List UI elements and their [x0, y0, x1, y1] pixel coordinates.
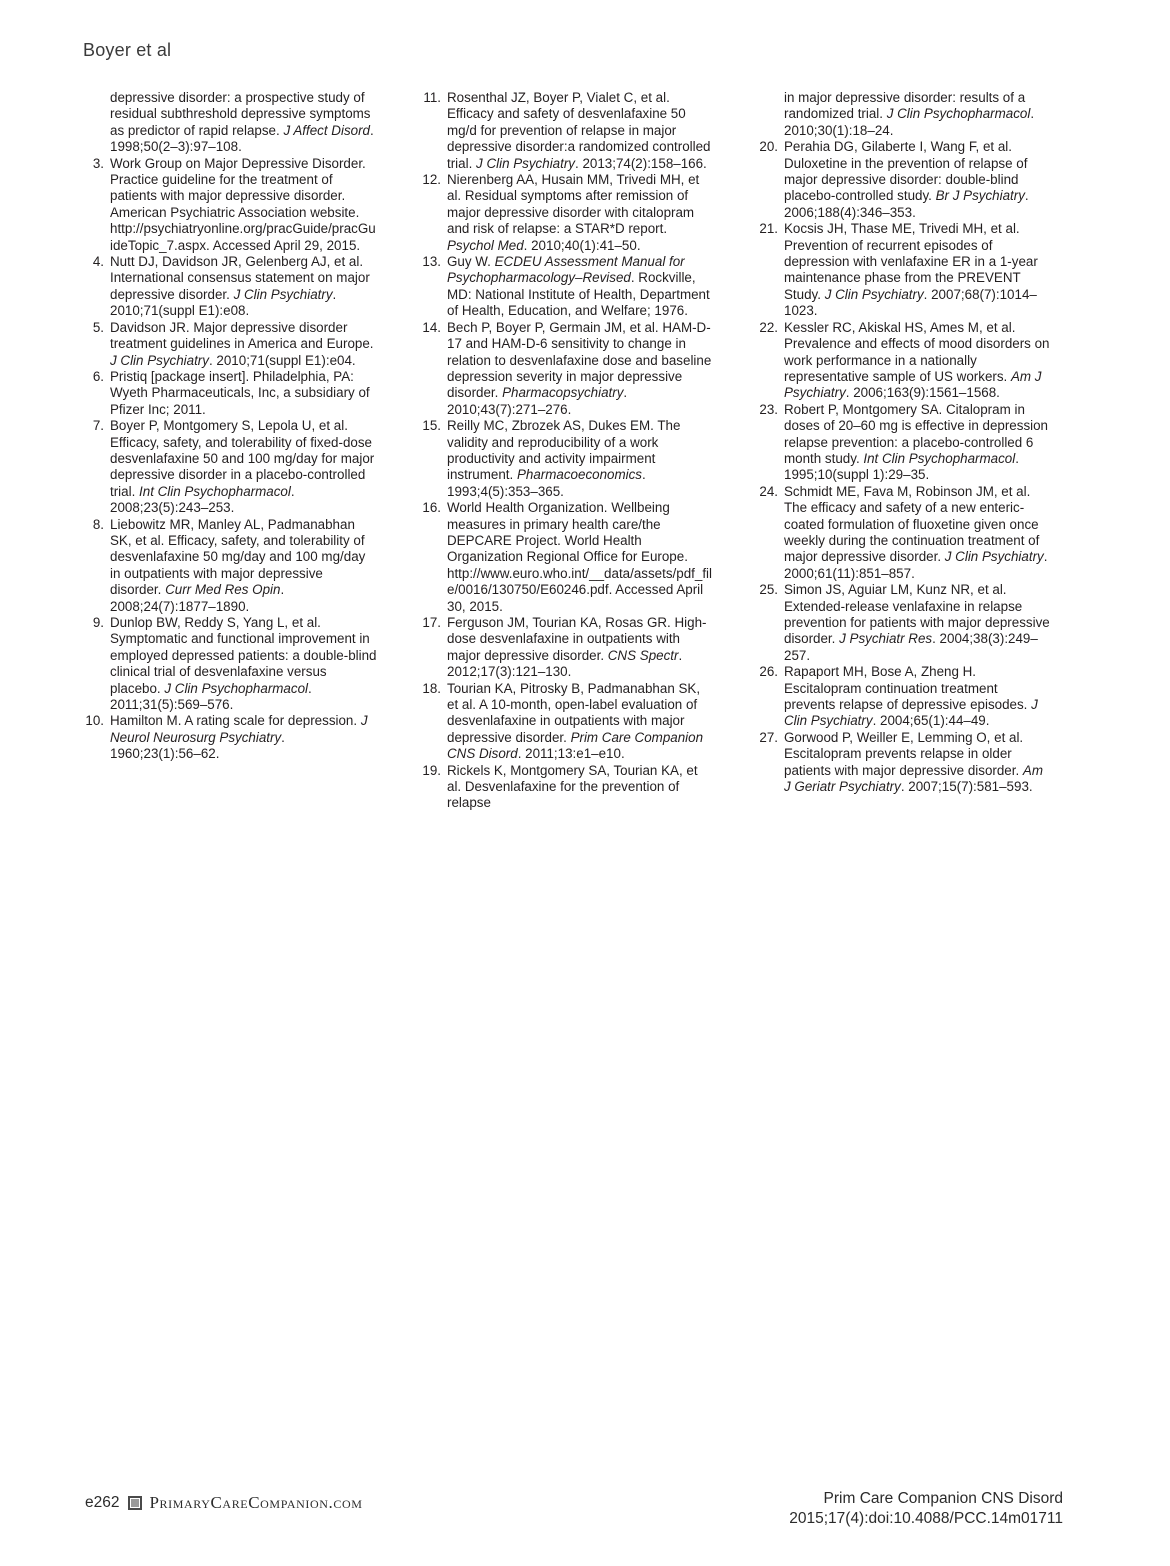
- reference-text: Rosenthal JZ, Boyer P, Vialet C, et al. Efficacy and safety of desvenlafaxine 50 mg/d for prevention of relapse in major depressive disorder:a randomized controlled trial. J Clin Psychiatry. 2013;74(2):158–166.: [447, 90, 711, 171]
- reference-number: 9.: [92, 615, 104, 630]
- reference-number: 14.: [422, 319, 441, 335]
- reference-item: [422, 615, 714, 681]
- reference-text: Liebowitz MR, Manley AL, Padmanabhan SK, et al. Efficacy, safety, and tolerability of desvenlafaxine 50 mg/day and 100 mg/day in outpatients with major depressive disorder. Curr Med Res Opin. 2008;24(7):1877–1890.: [110, 516, 366, 614]
- reference-item: [759, 139, 1051, 221]
- reference-number: 21.: [759, 221, 778, 237]
- reference-text: Robert P, Montgomery SA. Citalopram in doses of 20–60 mg is effective in depression relapse prevention: a placebo-controlled 6 month study. Int Clin Psychopharmacol. 1995;10(suppl 1):29–35.: [784, 401, 1049, 483]
- reference-text: Rapaport MH, Bose A, Zheng H. Escitalopram continuation treatment prevents relapse of depressive episodes. J Clin Psychiatry. 2004;65(1):44–49.: [784, 664, 1038, 729]
- reference-number: 12.: [422, 172, 441, 188]
- reference-number: 24.: [759, 483, 778, 499]
- reference-number: 10.: [85, 713, 104, 729]
- reference-item: [85, 254, 377, 320]
- reference-item: [422, 320, 714, 418]
- reference-number: 7.: [92, 418, 104, 434]
- reference-continuation: [85, 90, 377, 156]
- reference-item: [759, 221, 1051, 319]
- reference-column: [759, 90, 1051, 812]
- reference-number: 13.: [422, 254, 441, 270]
- reference-item: [759, 582, 1051, 664]
- reference-text: Bech P, Boyer P, Germain JM, et al. HAM-D-17 and HAM-D-6 sensitivity to change in relation to desvenlafaxine dose and baseline depression severity in major depressive disorder. Pharmacopsychiatry. 2010;43(7):271–276.: [447, 319, 712, 417]
- reference-continuation: [759, 90, 1051, 139]
- reference-item: [85, 517, 377, 615]
- reference-text: Simon JS, Aguiar LM, Kunz NR, et al. Extended-release venlafaxine in relapse prevention for patients with major depressive disorder. J Psychiatr Res. 2004;38(3):249–257.: [784, 582, 1050, 663]
- reference-text: Guy W. ECDEU Assessment Manual for Psychopharmacology–Revised. Rockville, MD: National Institute of Health, Department of Health, Education, and Welfare; 1976.: [447, 254, 710, 319]
- reference-number: 25.: [759, 582, 778, 598]
- reference-text: Kessler RC, Akiskal HS, Ames M, et al. Prevalence and effects of mood disorders on work performance in a nationally representative sample of US workers. Am J Psychiatry. 2006;163(9):1561–1568.: [784, 319, 1050, 401]
- reference-item: [85, 418, 377, 516]
- reference-number: 20.: [759, 139, 778, 155]
- reference-text: World Health Organization. Wellbeing measures in primary health care/the DEPCARE Project. World Health Organization Regional Office for Europe. http://www.euro.who.int/__data/assets/pdf_file/0016/130750/E60246.pdf. Accessed April 30, 2015.: [447, 500, 712, 614]
- journal-website: PrimaryCareCompanion.com: [149, 1493, 363, 1512]
- reference-item: [759, 320, 1051, 402]
- reference-text: Work Group on Major Depressive Disorder. Practice guideline for the treatment of patients with major depressive disorder. American Psychiatric Association website. http://psychiatryonline.org/pracGuide/pracGuideTopic_7.aspx. Accessed April 29, 2015.: [110, 155, 376, 253]
- reference-text: Nutt DJ, Davidson JR, Gelenberg AJ, et al. International consensus statement on major depressive disorder. J Clin Psychiatry. 2010;71(suppl E1):e08.: [110, 254, 370, 319]
- reference-number: 26.: [759, 664, 778, 680]
- reference-item: [85, 615, 377, 713]
- reference-number: 4.: [92, 254, 104, 270]
- reference-item: [85, 320, 377, 369]
- reference-number: 8.: [92, 516, 104, 532]
- running-head: Boyer et al: [83, 40, 172, 60]
- reference-item: [85, 369, 377, 418]
- reference-text: Pristiq [package insert]. Philadelphia, PA: Wyeth Pharmaceuticals, Inc, a subsidiary of Pfizer Inc; 2011.: [110, 368, 370, 417]
- reference-number: 27.: [759, 729, 778, 745]
- reference-number: 19.: [422, 762, 441, 778]
- reference-number: 5.: [92, 319, 104, 335]
- reference-item: [759, 730, 1051, 796]
- reference-text: in major depressive disorder: results of a randomized trial. J Clin Psychopharmacol. 2010;30(1):18–24.: [784, 90, 1035, 138]
- reference-number: 22.: [759, 319, 778, 335]
- reference-number: 15.: [422, 418, 441, 434]
- reference-number: 3.: [92, 155, 104, 171]
- reference-item: [422, 418, 714, 500]
- reference-number: 17.: [422, 615, 441, 630]
- reference-text: Boyer P, Montgomery S, Lepola U, et al. Efficacy, safety, and tolerability of fixed-dose desvenlafaxine 50 and 100 mg/day for major depressive disorder in a placebo-controlled trial. Int Clin Psychopharmacol. 2008;23(5):243–253.: [110, 418, 375, 516]
- reference-item: [422, 763, 714, 812]
- journal-citation-line2: 2015;17(4):doi:10.4088/PCC.14m01711: [789, 1510, 1063, 1527]
- reference-text: Dunlop BW, Reddy S, Yang L, et al. Symptomatic and functional improvement in employed depressed patients: a double-blind clinical trial of desvenlafaxine versus placebo. J Clin Psychopharmacol. 2011;31(5):569–576.: [110, 615, 377, 713]
- journal-citation-line1: Prim Care Companion CNS Disord: [823, 1490, 1063, 1507]
- page-number: e262: [85, 1494, 120, 1511]
- reference-number: 16.: [422, 500, 441, 516]
- reference-column: [85, 90, 377, 812]
- reference-number: 23.: [759, 401, 778, 417]
- references-section: [85, 90, 1051, 812]
- reference-text: Hamilton M. A rating scale for depression. J Neurol Neurosurg Psychiatry. 1960;23(1):56–62.: [110, 713, 368, 762]
- reference-text: Tourian KA, Pitrosky B, Padmanabhan SK, et al. A 10-month, open-label evaluation of desvenlafaxine in outpatients with major depressive disorder. Prim Care Companion CNS Disord. 2011;13:e1–e10.: [447, 680, 704, 762]
- reference-item: [422, 172, 714, 254]
- reference-text: Nierenberg AA, Husain MM, Trivedi MH, et al. Residual symptoms after remission of major depressive disorder with citalopram and risk of relapse: a STAR*D report. Psychol Med. 2010;40(1):41–50.: [447, 172, 700, 253]
- reference-number: 18.: [422, 680, 441, 696]
- reference-text: Gorwood P, Weiller E, Lemming O, et al. Escitalopram prevents relapse in older patients with major depressive disorder. Am J Geriatr Psychiatry. 2007;15(7):581–593.: [784, 729, 1044, 795]
- reference-number: 6.: [92, 368, 104, 384]
- reference-text: Kocsis JH, Thase ME, Trivedi MH, et al. Prevention of recurrent episodes of depression with venlafaxine ER in a 1-year maintenance phase from the PREVENT Study. J Clin Psychiatry. 2007;68(7):1014–1023.: [784, 221, 1038, 319]
- reference-item: [759, 402, 1051, 484]
- reference-text: Davidson JR. Major depressive disorder treatment guidelines in America and Europe. J Clin Psychiatry. 2010;71(suppl E1):e04.: [110, 319, 374, 368]
- reference-number: 11.: [423, 90, 441, 105]
- reference-text: Ferguson JM, Tourian KA, Rosas GR. High-dose desvenlafaxine in outpatients with major depressive disorder. CNS Spectr. 2012;17(3):121–130.: [447, 615, 707, 680]
- footer-citation: [789, 1489, 1063, 1529]
- reference-item: [759, 664, 1051, 730]
- reference-item: [759, 484, 1051, 582]
- reference-item: [422, 254, 714, 320]
- footer-left: [85, 1493, 363, 1513]
- reference-text: Reilly MC, Zbrozek AS, Dukes EM. The validity and reproducibility of a work productivity and activity impairment instrument. Pharmacoeconomics. 1993;4(5):353–365.: [447, 418, 681, 499]
- reference-column: [422, 90, 714, 812]
- reference-item: [85, 713, 377, 762]
- reference-item: [422, 500, 714, 615]
- reference-item: [85, 156, 377, 254]
- reference-item: [422, 90, 714, 172]
- reference-item: [422, 681, 714, 763]
- reference-text: Schmidt ME, Fava M, Robinson JM, et al. The efficacy and safety of a new enteric-coated formulation of fluoxetine given once weekly during the continuation treatment of major depressive disorder. J Clin Psychiatry. 2000;61(11):851–857.: [784, 483, 1048, 581]
- reference-text: Perahia DG, Gilaberte I, Wang F, et al. Duloxetine in the prevention of relapse of major depressive disorder: double-blind placebo-controlled study. Br J Psychiatry. 2006;188(4):346–353.: [784, 139, 1029, 220]
- reference-text: Rickels K, Montgomery SA, Tourian KA, et al. Desvenlafaxine for the prevention of relapse: [447, 762, 698, 811]
- reference-text: depressive disorder: a prospective study of residual subthreshold depressive symptoms as predictor of rapid relapse. J Affect Disord. 1998;50(2–3):97–108.: [110, 90, 374, 155]
- nested-square-icon: [128, 1496, 142, 1510]
